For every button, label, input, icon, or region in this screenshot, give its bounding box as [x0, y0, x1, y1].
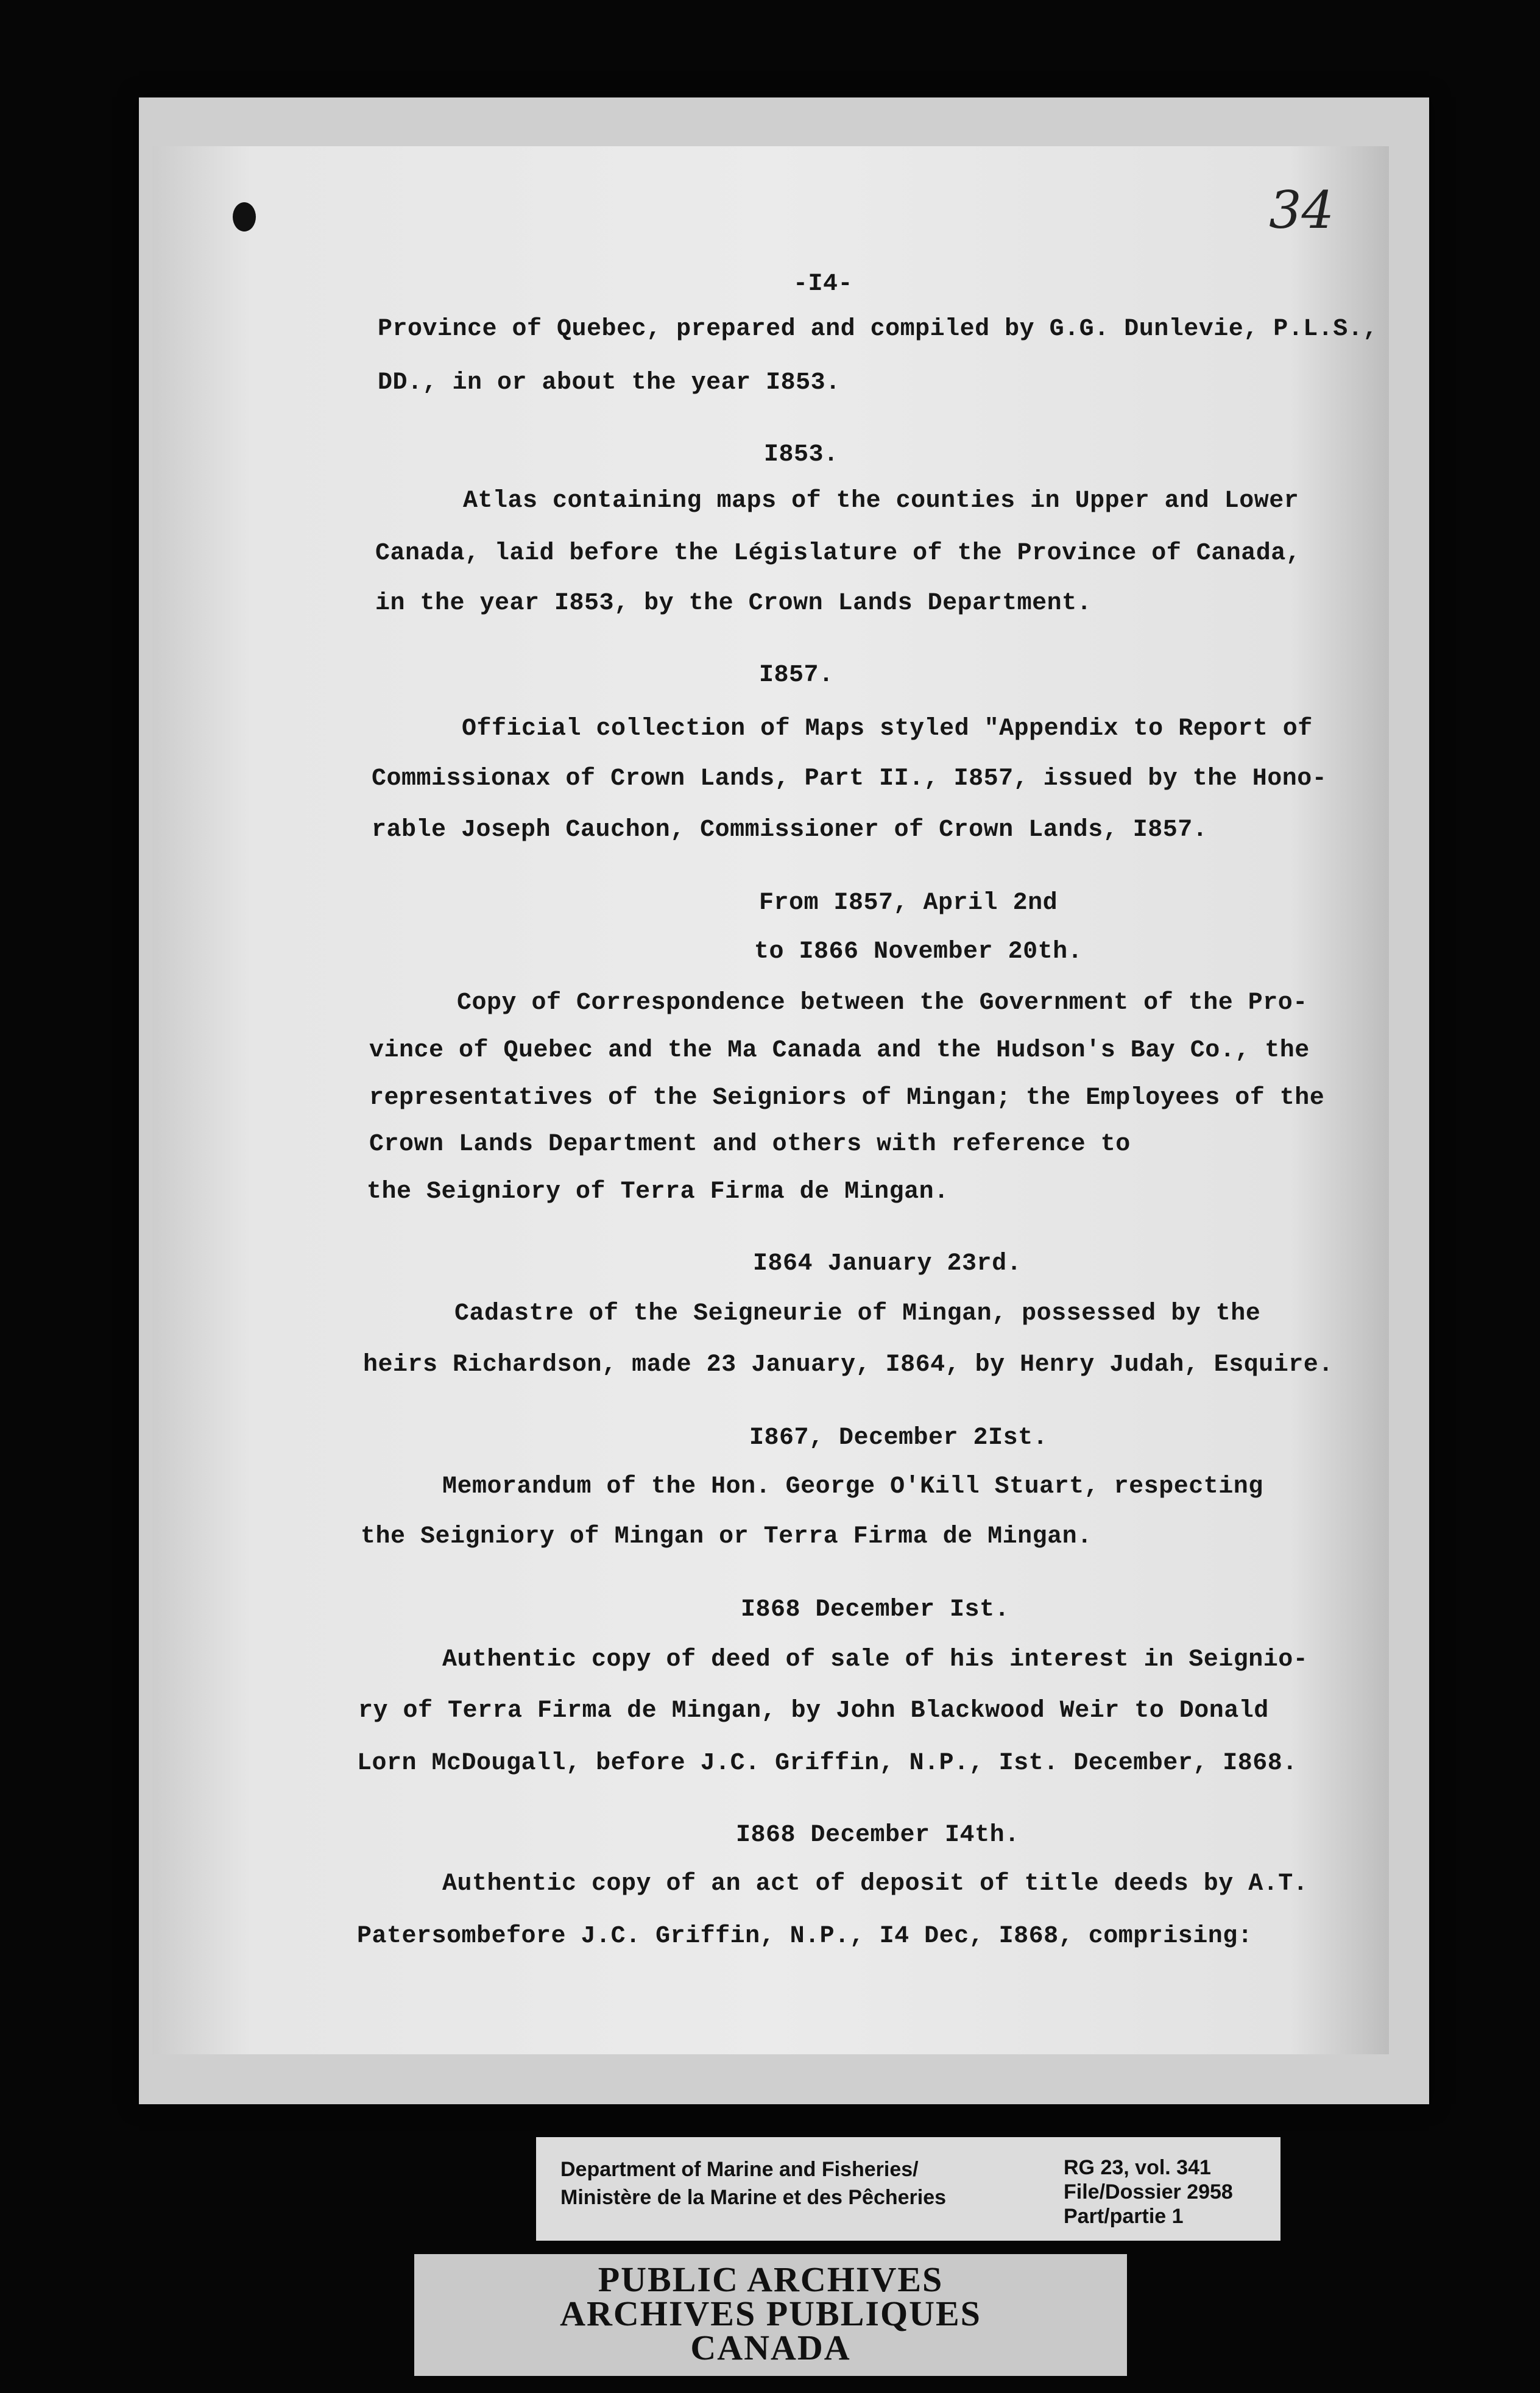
department-fr: Ministère de la Marine et des Pêcheries [560, 2186, 947, 2209]
stamp-line-2: ARCHIVES PUBLIQUES [560, 2294, 981, 2333]
text-line: Canada, laid before the Législature of the Province of Canada, [375, 540, 1301, 567]
section-heading: I867, December 2Ist. [749, 1424, 1048, 1452]
section-heading: I868 December Ist. [741, 1596, 1010, 1624]
text-line: the Seigniory of Mingan or Terra Firma de Mingan. [361, 1523, 1092, 1550]
file-reference [1064, 2155, 1233, 2229]
text-line: Province of Quebec, prepared and compiled by G.G. Dunlevie, P.L.S., [378, 316, 1378, 343]
folio-number: 34 [1269, 180, 1334, 240]
stamp-line-3: CANADA [690, 2328, 851, 2367]
text-line: vince of Quebec and the Ma Canada and the Hudson's Bay Co., the [369, 1037, 1310, 1064]
text-line: heirs Richardson, made 23 January, I864, by Henry Judah, Esquire. [363, 1351, 1333, 1379]
section-heading: I864 January 23rd. [753, 1250, 1022, 1278]
text-line: representatives of the Seigniors of Mingan; the Employees of the [369, 1084, 1325, 1112]
text-line: Copy of Correspondence between the Government of the Pro- [457, 989, 1308, 1017]
section-heading: to I866 November 20th. [754, 938, 1083, 966]
section-heading: I857. [759, 662, 834, 689]
text-line: DD., in or about the year I853. [378, 369, 841, 397]
text-line: Commissionax of Crown Lands, Part II., I857, issued by the Hono- [372, 765, 1327, 793]
stamp-line-1: PUBLIC ARCHIVES [598, 2260, 944, 2299]
section-heading: I868 December I4th. [736, 1822, 1020, 1849]
text-line: Cadastre of the Seigneurie of Mingan, possessed by the [454, 1300, 1261, 1327]
archive-reference-label [536, 2137, 1280, 2241]
section-heading: I853. [764, 441, 839, 468]
text-line: Lorn McDougall, before J.C. Griffin, N.P., Ist. December, I868. [357, 1750, 1298, 1777]
text-line: Official collection of Maps styled "Appendix to Report of [462, 715, 1313, 743]
page-number: -I4- [793, 270, 853, 298]
text-line: Crown Lands Department and others with reference to [369, 1131, 1131, 1158]
text-line: in the year I853, by the Crown Lands Department. [375, 590, 1092, 617]
text-line: Authentic copy of an act of deposit of title deeds by A.T. [442, 1870, 1309, 1898]
document-page [152, 146, 1389, 2054]
text-line: Patersombefore J.C. Griffin, N.P., I4 Dec, I868, comprising: [357, 1923, 1253, 1950]
archives-stamp [414, 2254, 1127, 2376]
text-line: the Seigniory of Terra Firma de Mingan. [367, 1178, 949, 1206]
text-line: Memorandum of the Hon. George O'Kill Stuart, respecting [442, 1473, 1263, 1500]
department-name [560, 2155, 946, 2211]
text-line: Atlas containing maps of the counties in Upper and Lower [463, 487, 1299, 515]
part-number: Part/partie 1 [1064, 2205, 1184, 2228]
file-number: File/Dossier 2958 [1064, 2180, 1233, 2204]
record-group: RG 23, vol. 341 [1064, 2156, 1211, 2179]
text-line: Authentic copy of deed of sale of his interest in Seignio- [442, 1646, 1309, 1674]
department-en: Department of Marine and Fisheries/ [560, 2158, 919, 2181]
text-line: ry of Terra Firma de Mingan, by John Blackwood Weir to Donald [358, 1697, 1269, 1725]
text-line: rable Joseph Cauchon, Commissioner of Crown Lands, I857. [372, 816, 1208, 844]
section-heading: From I857, April 2nd [759, 889, 1058, 917]
punch-hole [233, 202, 256, 232]
